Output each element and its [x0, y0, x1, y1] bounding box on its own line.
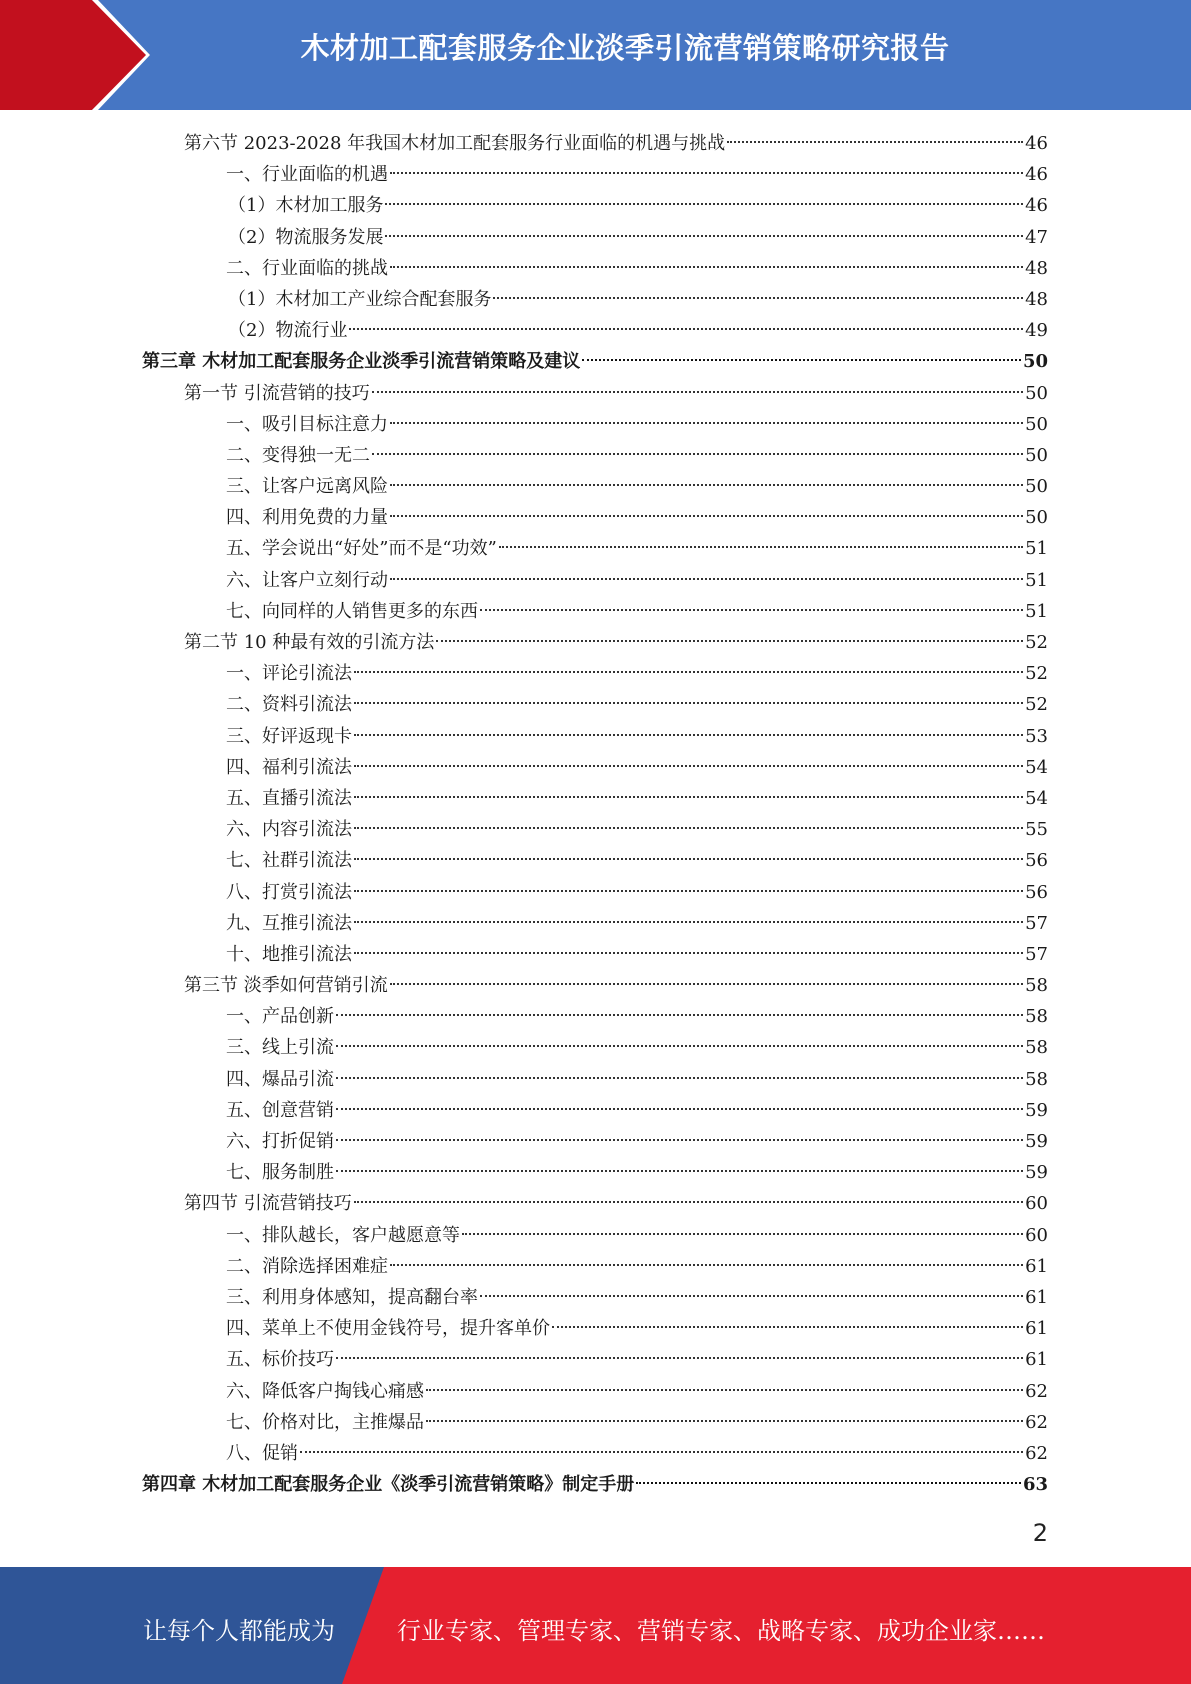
toc-dot-leader — [636, 1482, 1021, 1484]
toc-entry-page: 61 — [1025, 1286, 1048, 1308]
toc-entry-label: 二、消除选择困难症 — [226, 1255, 388, 1277]
toc-dot-leader — [372, 391, 1023, 393]
toc-entry[interactable] — [142, 939, 1048, 970]
toc-dot-leader — [390, 515, 1023, 517]
toc-entry[interactable] — [142, 190, 1048, 221]
toc-entry[interactable] — [142, 253, 1048, 284]
toc-dot-leader — [727, 141, 1023, 143]
toc-entry-page: 50 — [1022, 351, 1048, 373]
footer-slogan-left: 让每个人都能成为 — [143, 1617, 335, 1645]
toc-entry-label: 四、爆品引流 — [226, 1068, 334, 1090]
toc-entry[interactable] — [142, 128, 1048, 159]
toc-entry-label: 四、利用免费的力量 — [226, 507, 388, 529]
toc-entry-page: 49 — [1025, 320, 1048, 342]
toc-dot-leader — [354, 671, 1023, 673]
toc-entry-page: 58 — [1025, 1037, 1048, 1059]
toc-dot-leader — [354, 702, 1023, 704]
toc-entry-page: 50 — [1025, 413, 1048, 435]
toc-entry-page: 60 — [1025, 1193, 1048, 1215]
toc-dot-leader — [390, 983, 1023, 985]
toc-entry-page: 62 — [1025, 1380, 1048, 1402]
toc-entry[interactable] — [142, 222, 1048, 253]
header-red-arrow — [0, 0, 150, 110]
toc-entry-label: 九、互推引流法 — [226, 912, 352, 934]
toc-entry[interactable] — [142, 1188, 1048, 1219]
toc-entry[interactable] — [142, 471, 1048, 502]
toc-entry-label: 五、直播引流法 — [226, 787, 352, 809]
toc-entry-label: 第三节 淡季如何营销引流 — [184, 975, 388, 997]
toc-entry[interactable] — [142, 1220, 1048, 1251]
toc-dot-leader — [385, 203, 1023, 205]
toc-dot-leader — [582, 359, 1021, 361]
toc-dot-leader — [354, 1201, 1023, 1203]
toc-entry[interactable] — [142, 908, 1048, 939]
toc-entry-label: 第二节 10 种最有效的引流方法 — [184, 632, 435, 653]
table-of-contents — [142, 128, 1048, 1500]
toc-entry[interactable] — [142, 814, 1048, 845]
toc-entry-label: 第三章 木材加工配套服务企业淡季引流营销策略及建议 — [142, 351, 581, 373]
toc-entry-label: 六、让客户立刻行动 — [226, 569, 388, 591]
toc-entry-label: 六、内容引流法 — [226, 819, 352, 841]
toc-entry-page: 51 — [1025, 600, 1048, 622]
toc-entry-page: 56 — [1025, 881, 1048, 903]
toc-entry-page: 53 — [1025, 725, 1048, 747]
toc-entry-label: 四、福利引流法 — [226, 756, 352, 778]
toc-entry[interactable] — [142, 159, 1048, 190]
toc-entry-page: 46 — [1025, 195, 1048, 217]
toc-entry[interactable] — [142, 284, 1048, 315]
toc-entry-label: 八、打赏引流法 — [226, 881, 352, 903]
toc-entry[interactable] — [142, 1064, 1048, 1095]
toc-entry-page: 60 — [1025, 1224, 1048, 1246]
toc-dot-leader — [300, 1451, 1023, 1453]
toc-entry[interactable] — [142, 627, 1048, 658]
toc-entry-label: 一、吸引目标注意力 — [226, 413, 388, 435]
toc-dot-leader — [390, 484, 1023, 486]
toc-entry-label: 八、促销 — [226, 1442, 298, 1464]
toc-entry[interactable] — [142, 1095, 1048, 1126]
toc-entry-page: 50 — [1025, 476, 1048, 498]
toc-chapter-entry[interactable] — [142, 346, 1048, 377]
toc-entry-page: 57 — [1025, 943, 1048, 965]
toc-entry-label: 一、行业面临的机遇 — [226, 164, 388, 186]
toc-dot-leader — [436, 640, 1023, 642]
toc-entry-label: 三、线上引流 — [226, 1037, 334, 1059]
toc-entry[interactable] — [142, 409, 1048, 440]
toc-entry-page: 50 — [1025, 507, 1048, 529]
toc-dot-leader — [336, 1045, 1023, 1047]
toc-entry-page: 52 — [1025, 632, 1048, 653]
toc-entry-label: 一、评论引流法 — [226, 663, 352, 685]
toc-entry[interactable] — [142, 689, 1048, 720]
toc-entry-page: 58 — [1025, 1068, 1048, 1090]
toc-entry[interactable] — [142, 658, 1048, 689]
toc-chapter-entry[interactable] — [142, 1469, 1048, 1500]
toc-entry-page: 63 — [1022, 1474, 1048, 1496]
toc-dot-leader — [426, 1420, 1023, 1422]
toc-dot-leader — [354, 734, 1023, 736]
toc-entry-page: 54 — [1025, 756, 1048, 778]
toc-entry[interactable] — [142, 1251, 1048, 1282]
toc-entry-label: 七、价格对比，主推爆品 — [226, 1411, 424, 1433]
toc-entry-label: 六、打折促销 — [226, 1131, 334, 1152]
toc-entry-label: 六、降低客户掏钱心痛感 — [226, 1380, 424, 1402]
toc-entry-page: 51 — [1025, 538, 1048, 560]
toc-entry-label: 一、排队越长，客户越愿意等 — [226, 1224, 460, 1246]
toc-entry-page: 50 — [1025, 382, 1048, 404]
toc-entry[interactable] — [142, 440, 1048, 471]
toc-dot-leader — [426, 1389, 1023, 1391]
toc-dot-leader — [349, 328, 1023, 330]
toc-entry-page: 56 — [1025, 850, 1048, 872]
toc-dot-leader — [390, 422, 1023, 424]
toc-entry[interactable] — [142, 1376, 1048, 1407]
toc-entry[interactable] — [142, 845, 1048, 876]
toc-entry-label: 第四节 引流营销技巧 — [184, 1193, 352, 1215]
toc-entry-label: 五、创意营销 — [226, 1099, 334, 1121]
toc-entry-label: 一、产品创新 — [226, 1006, 334, 1028]
toc-entry-page: 61 — [1025, 1349, 1048, 1371]
page-number: 2 — [1032, 1519, 1048, 1547]
footer-slogan-right: 行业专家、管理专家、营销专家、战略专家、成功企业家…… — [397, 1617, 1045, 1645]
toc-dot-leader — [336, 1139, 1023, 1141]
toc-entry-page: 58 — [1025, 1006, 1048, 1028]
toc-entry-page: 48 — [1025, 288, 1048, 310]
toc-entry[interactable] — [142, 970, 1048, 1001]
toc-entry[interactable] — [142, 378, 1048, 409]
toc-entry-label: 七、社群引流法 — [226, 850, 352, 872]
toc-entry[interactable] — [142, 721, 1048, 752]
toc-dot-leader — [354, 796, 1023, 798]
toc-entry-label: 四、菜单上不使用金钱符号，提升客单价 — [226, 1318, 550, 1340]
toc-dot-leader — [336, 1077, 1023, 1079]
toc-dot-leader — [354, 890, 1023, 892]
toc-entry-label: 二、资料引流法 — [226, 694, 352, 716]
toc-entry-label: 五、学会说出“好处”而不是“功效” — [226, 538, 497, 560]
toc-entry[interactable] — [142, 1032, 1048, 1063]
toc-entry-page: 54 — [1025, 787, 1048, 809]
toc-entry-label: （1）木材加工产业综合配套服务 — [228, 288, 492, 310]
toc-entry-page: 51 — [1025, 569, 1048, 591]
header-banner — [0, 0, 1191, 110]
toc-dot-leader — [499, 546, 1023, 548]
toc-entry[interactable] — [142, 565, 1048, 596]
toc-entry-page: 61 — [1025, 1255, 1048, 1277]
toc-entry-label: 三、让客户远离风险 — [226, 476, 388, 498]
toc-dot-leader — [372, 453, 1023, 455]
toc-entry[interactable] — [142, 533, 1048, 564]
toc-dot-leader — [354, 827, 1023, 829]
toc-entry[interactable] — [142, 1282, 1048, 1313]
toc-dot-leader — [493, 297, 1023, 299]
toc-dot-leader — [480, 609, 1023, 611]
toc-entry[interactable] — [142, 1344, 1048, 1375]
toc-entry-page: 61 — [1025, 1318, 1048, 1340]
toc-dot-leader — [336, 1357, 1023, 1359]
toc-dot-leader — [390, 172, 1023, 174]
toc-dot-leader — [354, 921, 1023, 923]
toc-entry[interactable] — [142, 315, 1048, 346]
toc-entry[interactable] — [142, 752, 1048, 783]
toc-entry-page: 55 — [1025, 819, 1048, 841]
toc-entry[interactable] — [142, 1157, 1048, 1188]
toc-entry-page: 52 — [1025, 663, 1048, 685]
toc-entry-label: 第六节 2023-2028 年我国木材加工配套服务行业面临的机遇与挑战 — [184, 133, 726, 154]
toc-entry-page: 47 — [1025, 226, 1048, 248]
toc-entry-page: 50 — [1025, 444, 1048, 466]
toc-entry-page: 58 — [1025, 975, 1048, 997]
toc-entry-label: 五、标价技巧 — [226, 1349, 334, 1371]
toc-entry[interactable] — [142, 1407, 1048, 1438]
toc-dot-leader — [480, 1295, 1023, 1297]
toc-entry-label: 二、行业面临的挑战 — [226, 257, 388, 279]
toc-dot-leader — [336, 1170, 1023, 1172]
toc-dot-leader — [390, 578, 1023, 580]
toc-entry-label: （2）物流行业 — [228, 320, 348, 342]
toc-entry-page: 59 — [1025, 1162, 1048, 1184]
toc-entry-label: 三、好评返现卡 — [226, 725, 352, 747]
report-title: 木材加工配套服务企业淡季引流营销策略研究报告 — [300, 31, 950, 65]
toc-entry-page: 46 — [1025, 133, 1048, 154]
toc-entry-page: 62 — [1025, 1411, 1048, 1433]
toc-dot-leader — [354, 765, 1023, 767]
toc-entry-label: 七、向同样的人销售更多的东西 — [226, 600, 478, 622]
toc-dot-leader — [354, 952, 1023, 954]
toc-entry-label: （2）物流服务发展 — [228, 226, 384, 248]
toc-entry-label: 十、地推引流法 — [226, 943, 352, 965]
toc-entry-page: 62 — [1025, 1442, 1048, 1464]
toc-entry-label: 七、服务制胜 — [226, 1162, 334, 1184]
toc-entry-label: 三、利用身体感知，提高翻台率 — [226, 1286, 478, 1308]
toc-entry-page: 57 — [1025, 912, 1048, 934]
toc-dot-leader — [385, 235, 1023, 237]
toc-entry[interactable] — [142, 1001, 1048, 1032]
toc-entry-label: 第一节 引流营销的技巧 — [184, 382, 370, 404]
toc-entry[interactable] — [142, 596, 1048, 627]
toc-entry[interactable] — [142, 877, 1048, 908]
toc-entry-label: 第四章 木材加工配套服务企业《淡季引流营销策略》制定手册 — [142, 1474, 635, 1496]
toc-entry-label: 二、变得独一无二 — [226, 444, 370, 466]
toc-entry[interactable] — [142, 1313, 1048, 1344]
toc-entry[interactable] — [142, 1438, 1048, 1469]
toc-entry-label: （1）木材加工服务 — [228, 195, 384, 217]
toc-entry-page: 59 — [1025, 1131, 1048, 1152]
toc-entry-page: 59 — [1025, 1099, 1048, 1121]
toc-dot-leader — [336, 1014, 1023, 1016]
toc-dot-leader — [336, 1108, 1023, 1110]
toc-entry-page: 52 — [1025, 694, 1048, 716]
toc-dot-leader — [390, 266, 1023, 268]
footer-banner — [0, 1567, 1191, 1684]
toc-entry-page: 46 — [1025, 164, 1048, 186]
toc-dot-leader — [462, 1233, 1023, 1235]
toc-entry[interactable] — [142, 502, 1048, 533]
toc-dot-leader — [354, 858, 1023, 860]
toc-entry-page: 48 — [1025, 257, 1048, 279]
toc-dot-leader — [552, 1326, 1023, 1328]
toc-entry[interactable] — [142, 1126, 1048, 1157]
toc-dot-leader — [390, 1264, 1023, 1266]
toc-entry[interactable] — [142, 783, 1048, 814]
